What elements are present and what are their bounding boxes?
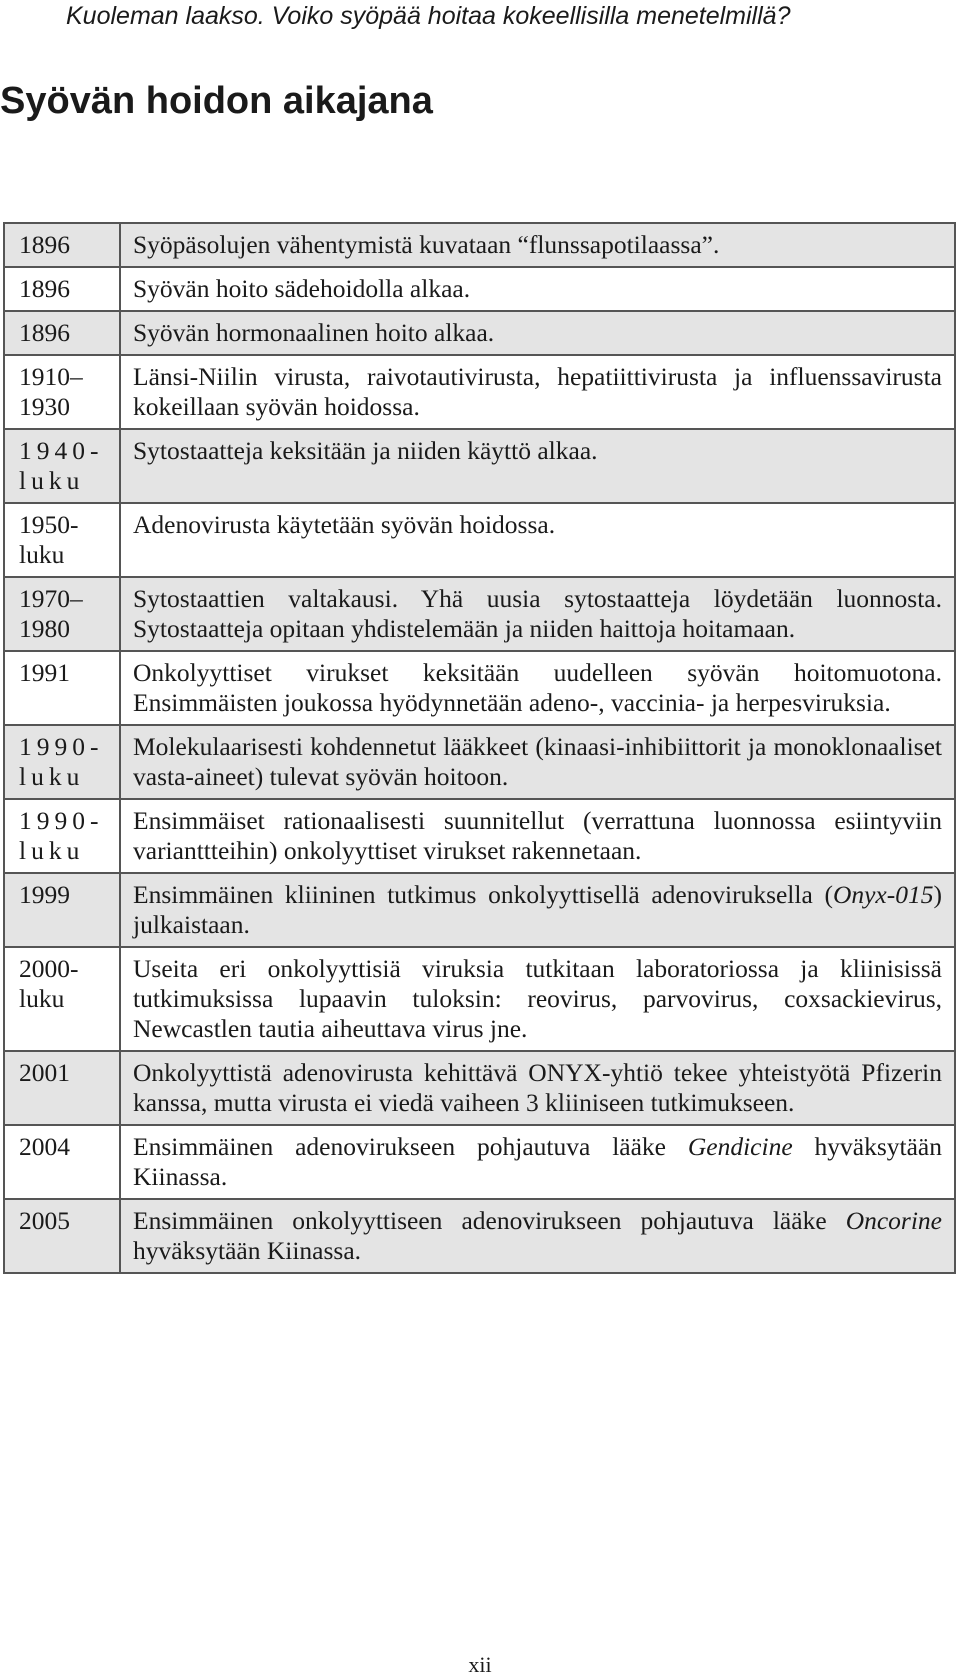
- description-text: Ensimmäinen adenovirukseen pohjautuva lääke: [133, 1132, 688, 1161]
- timeline-year: 1896: [5, 312, 121, 354]
- timeline-year: 1999: [5, 874, 121, 946]
- timeline-year: 2001: [5, 1052, 121, 1124]
- timeline-row: [5, 504, 954, 578]
- timeline-row: [5, 312, 954, 356]
- timeline-row: [5, 356, 954, 430]
- description-text: ) julkaistaan.: [133, 880, 942, 939]
- timeline-row: [5, 1052, 954, 1126]
- timeline-row: [5, 430, 954, 504]
- timeline-description: [121, 874, 954, 946]
- timeline-row: [5, 874, 954, 948]
- description-text: Sytostaatteja keksitään ja niiden käyttö alkaa.: [133, 436, 598, 465]
- description-text: Länsi-Niilin virusta, raivotautivirusta, hepatiittivirusta ja influenssavirusta kokeillaan syövän hoidossa.: [133, 362, 942, 421]
- timeline-description: [121, 1052, 954, 1124]
- timeline-description: [121, 224, 954, 266]
- timeline-year: 1990- luku: [5, 726, 121, 798]
- description-text: Onkolyyttiset virukset keksitään uudelleen syövän hoitomuotona. Ensimmäisten joukossa hyödynnetään adeno-, vaccinia- ja herpesviruksia.: [133, 658, 942, 717]
- timeline-table: [3, 222, 956, 1274]
- timeline-description: [121, 652, 954, 724]
- timeline-row: [5, 224, 954, 268]
- timeline-description: [121, 1200, 954, 1272]
- description-text: Ensimmäinen onkolyyttiseen adenovirukseen pohjautuva lääke: [133, 1206, 846, 1235]
- description-text: Syöpäsolujen vähentymistä kuvataan “flunssapotilaassa”.: [133, 230, 720, 259]
- italic-term: Oncorine: [845, 1206, 942, 1235]
- timeline-description: [121, 504, 954, 576]
- timeline-year: 2005: [5, 1200, 121, 1272]
- description-text: Molekulaarisesti kohdennetut lääkkeet (kinaasi-inhibiittorit ja monoklonaaliset vasta-aineet) tulevat syövän hoitoon.: [133, 732, 942, 791]
- running-header: Kuoleman laakso. Voiko syöpää hoitaa kokeellisilla menetelmillä?: [66, 2, 791, 30]
- timeline-year: 2004: [5, 1126, 121, 1198]
- timeline-year: 1970– 1980: [5, 578, 121, 650]
- timeline-row: [5, 1200, 954, 1272]
- description-text: Onkolyyttistä adenovirusta kehittävä ONYX-yhtiö tekee yhteistyötä Pfizerin kanssa, mutta virusta ei viedä vaiheen 3 kliiniseen tutkimukseen.: [133, 1058, 942, 1117]
- timeline-year: 1950- luku: [5, 504, 121, 576]
- timeline-description: [121, 312, 954, 354]
- timeline-description: [121, 800, 954, 872]
- timeline-description: [121, 430, 954, 502]
- timeline-year: 1990- luku: [5, 800, 121, 872]
- timeline-row: [5, 800, 954, 874]
- description-text: Useita eri onkolyyttisiä viruksia tutkitaan laboratoriossa ja kliinisissä tutkimuksissa lupaavin tuloksin: reovirus, parvovirus, coxsackievirus, Newcastlen tautia aiheuttava virus jne.: [133, 954, 942, 1043]
- description-text: hyväksytään Kiinassa.: [133, 1236, 362, 1265]
- timeline-year: 1991: [5, 652, 121, 724]
- timeline-row: [5, 268, 954, 312]
- description-text: Ensimmäinen kliininen tutkimus onkolyyttisellä adenoviruksella (: [133, 880, 833, 909]
- description-text: Syövän hoito sädehoidolla alkaa.: [133, 274, 471, 303]
- timeline-description: [121, 1126, 954, 1198]
- timeline-year: 1910– 1930: [5, 356, 121, 428]
- page-title: Syövän hoidon aikajana: [0, 80, 433, 122]
- timeline-year: 1940- luku: [5, 430, 121, 502]
- timeline-year: 1896: [5, 268, 121, 310]
- description-text: Ensimmäiset rationaalisesti suunnitellut (verrattuna luonnossa esiintyviin varianttteihin) onkolyyttiset virukset rakennetaan.: [133, 806, 942, 865]
- timeline-year: 1896: [5, 224, 121, 266]
- timeline-row: [5, 578, 954, 652]
- timeline-description: [121, 948, 954, 1050]
- page-number: xii: [468, 1652, 492, 1677]
- timeline-row: [5, 652, 954, 726]
- description-text: Sytostaattien valtakausi. Yhä uusia sytostaatteja löydetään luonnosta. Sytostaatteja opitaan yhdistelemään ja niiden haittoja hoitamaan.: [133, 584, 942, 643]
- italic-term: Gendicine: [687, 1132, 793, 1161]
- timeline-row: [5, 1126, 954, 1200]
- timeline-row: [5, 948, 954, 1052]
- timeline-description: [121, 356, 954, 428]
- timeline-description: [121, 726, 954, 798]
- description-text: Syövän hormonaalinen hoito alkaa.: [133, 318, 495, 347]
- timeline-description: [121, 578, 954, 650]
- description-text: Adenovirusta käytetään syövän hoidossa.: [133, 510, 556, 539]
- italic-term: Onyx-015: [832, 880, 934, 909]
- description-text: hyväksytään Kiinassa.: [133, 1132, 942, 1191]
- timeline-row: [5, 726, 954, 800]
- timeline-year: 2000- luku: [5, 948, 121, 1050]
- timeline-description: [121, 268, 954, 310]
